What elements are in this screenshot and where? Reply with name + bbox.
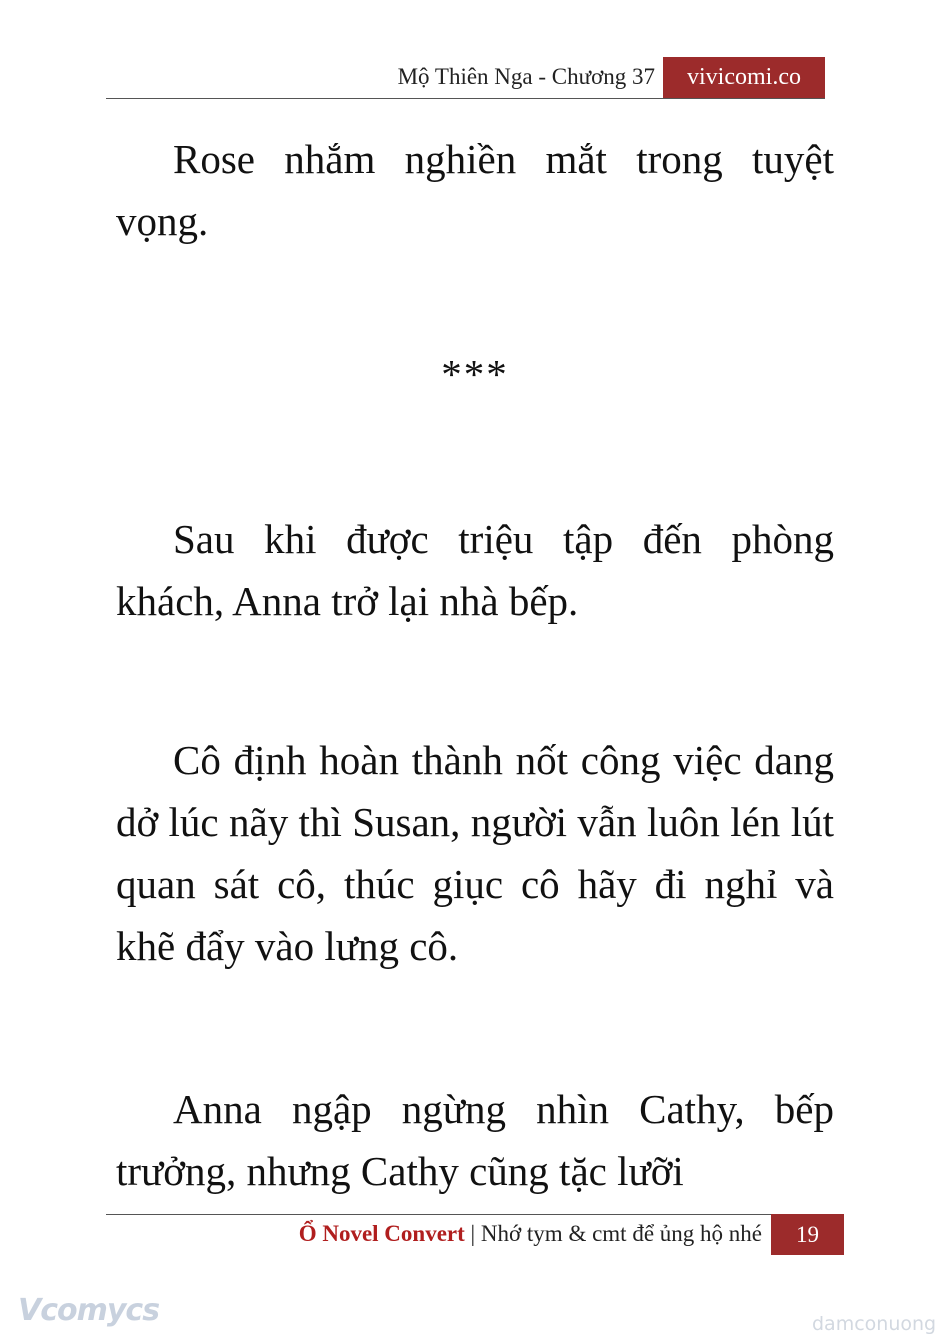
- paragraph-1: Rose nhắm nghiền mắt trong tuyệt vọng.: [116, 136, 834, 244]
- section-divider: ***: [441, 351, 509, 397]
- header-divider: [106, 98, 825, 99]
- watermark-vcomycs: Vcomycs: [18, 1293, 160, 1328]
- footer-line: [180, 1221, 762, 1247]
- site-badge: vivicomi.co: [663, 57, 825, 98]
- paragraph-3: Cô định hoàn thành nốt công việc dang dở lúc nãy thì Susan, người vẫn luôn lén lút quan sát cô, thúc giục cô hãy đi nghỉ và khẽ đẩy vào lưng cô.: [116, 737, 834, 969]
- watermark-damconuong: damconuong: [812, 1313, 937, 1335]
- chapter-title: Mộ Thiên Nga - Chương 37: [397, 64, 655, 89]
- footer-divider: [106, 1214, 771, 1215]
- footer-separator: |: [464, 1221, 481, 1246]
- paragraph-2: Sau khi được triệu tập đến phòng khách, Anna trở lại nhà bếp.: [116, 516, 834, 624]
- footer-note: Nhớ tym & cmt để ủng hộ nhé: [480, 1221, 762, 1246]
- paragraph-4: Anna ngập ngừng nhìn Cathy, bếp trưởng, nhưng Cathy cũng tặc lưỡi: [116, 1086, 834, 1194]
- footer-brand: Ổ Novel Convert: [298, 1221, 465, 1246]
- page-number: 19: [771, 1214, 844, 1255]
